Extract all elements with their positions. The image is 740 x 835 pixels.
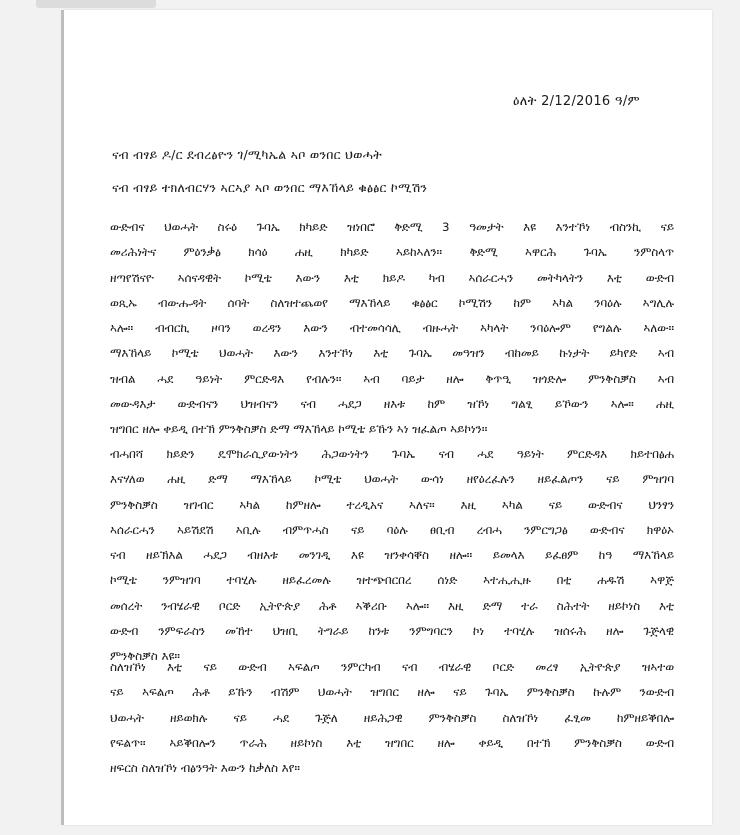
text-line: ኮሚቴ ንምዝገባ ተባሂሉ ዘይፈረመሉ ዝተጭበርበረ ሰነድ ኣተሒሒዙ በቲ ሐዱሽ ኣዋጅ bbox=[110, 573, 674, 588]
text-line: ዘፍርስ ስለዝኾነ ብፅንዓት እውን ከቃለስ እየ። bbox=[110, 761, 300, 776]
text-line: ወጺኡ ብውሑዳት ሰባት ስለዝተጨወየ ማእኸላይ ቁፅፅር ኮሚሽን ከም ኣካል ንባዕሉ ኣግሊሉ bbox=[110, 295, 674, 310]
text-line: መሰረት ንብሄራዊ ቦርድ ኢትዮጵያ ሕቶ ኣቕሪቡ ኣሎ። እዚ ድማ ተራ ስሕተት ዘይኮነስ እቲ bbox=[110, 598, 674, 613]
text-line: ምንቅስቓስ ዝገብር ኣካል ከምዘሎ ተረዲአና ኣለና። እዚ ኣካል ናይ ውድብና ህንፃን bbox=[110, 497, 674, 512]
text-line: ናብ ዘይኽእል ሓደጋ ብዘእቱ መንገዲ እዩ ዝንቀሳቐስ ዘሎ። ይመላእ ይፈፀም ከዓ ማእኸላይ bbox=[110, 548, 674, 563]
text-line: ብሓበሻ ክይድን ዴሞክራሲያውነትን ሕጋውነትን ጉባኤ ናብ ሓደ ዓይነት ምርድዳእ ክይተበፅሐ bbox=[110, 447, 674, 461]
text-line: ዝብል ሓደ ዓይነት ምርድዳእ የብሉን። ኣብ ባይታ ዘሎ ቅጥዒ ዝጎድሎ ምንቅስቓስ ኣብ bbox=[110, 371, 674, 386]
recipient-line-1: ናብ ብፃይ ዶ/ር ደብረፅዮን ገ/ሚካኤል ኣቦ ወንበር ህወሓት bbox=[112, 147, 382, 162]
text-line: ምንቅስቓስ እዩ። bbox=[110, 649, 180, 664]
text-line: ናይ ኣፍልጦ ሕቶ ይኹን ብሽም ህወሓት ዝግበር ዘሎ ናይ ጉባኤ ምንቅስቓስ ኩሉም ንውድብ bbox=[110, 685, 674, 700]
text-line: ዘጣየሽናዮ ኣሰናዳዊት ኮሚቴ እውን እቲ ክይዶ ካብ ኣሰራርሓን መትካላትን እቲ ውድብ bbox=[110, 270, 674, 285]
paragraph-2 bbox=[110, 442, 674, 670]
text-line: ውድብና ህወሓት ስሩዕ ጉባኤ ክካይድ ዝነበሮ ቅድሚ 3 ዓመታት እዩ እንተኾነ ብስንኪ ናይ bbox=[110, 220, 674, 234]
paragraph-1 bbox=[110, 215, 674, 443]
text-line: ኣሎ። ብብርኪ ዞባን ወረዳን እውን ብተመሳሳሊ ብዙሓት ኣካላት ንባዕሎም የግልሉ ኣለው። bbox=[110, 321, 674, 336]
paragraph-3 bbox=[110, 655, 674, 781]
text-line: ስለዝኾነ እቲ ናይ ውድብ ኣፍልጦ ንምርካብ ናብ ብሄራዊ ቦርድ መረፃ ኢትዮጵያ ዝኣተወ bbox=[110, 660, 674, 674]
text-line: የፍልጥ። ኣይቕበሎን ጥራሕ ዘይኮነስ እቲ ዝግበር ዘሎ ቀይዲ በተኽ ምንቅስቓስ ውድብ bbox=[110, 735, 674, 750]
text-line: ኣሰራርሓን ኣይሽደሽ ኣቢሉ ብምጥሓስ ናይ ባዕሉ ፀቢብ ረብሓ ንምርግጋፅ ውድብና ክዋዕኦ bbox=[110, 522, 674, 537]
text-line: መውዳእታ ውድብናን ህዝብናን ናብ ሓደጋ ዘእቱ ከም ዝኾነ ግልፂ ይኾውን ኣሎ። ሐዚ bbox=[110, 397, 674, 412]
text-line: ውድብ ንምፍራስን መኸተ ህዝቢ ትግራይ ከንቱ ንምግባርን ኮነ ተባሂሉ ዝሰሩሕ ዘሎ ጉጅላዊ bbox=[110, 624, 674, 639]
text-line: መሪሕነትና ምዕንቃፅ ክሳዕ ሐዚ ክካይድ ኣይከኣለን። ቅድሚ ኣዋርሕ ጉባኤ ንምስላጥ bbox=[110, 245, 674, 260]
letter-page bbox=[64, 10, 712, 825]
text-line: እናሃለወ ሐዚ ድማ ማእኸላይ ኮሚቴ ህወሓት ውሳነ ዘየዕረፈሉን ዘይፈልጦን ናይ ምዝገባ bbox=[110, 472, 674, 487]
window-edge-bar bbox=[36, 0, 156, 8]
recipient-line-2: ናብ ብፃይ ተክለብርሃን ኣርኣያ ኣቦ ወንበር ማእኸላይ ቁፅፅር ኮሚሽን bbox=[112, 180, 428, 195]
letter-date: ዕለት 2/12/2016 ዓ/ም bbox=[512, 94, 640, 109]
text-line: ማእኸላይ ኮሚቴ ህወሓት እውን እንተኾነ እቲ ጉባኤ መዓዝን ብከመይ ኩነታት ይካየድ ኣብ bbox=[110, 346, 674, 361]
text-line: ህወሓት ዘይወክሉ ናይ ሓደ ጉጅለ ዘይሕጋዊ ምንቅስቓስ ስለዝኾነ ፈፂመ ከምዘይቕበሎ bbox=[110, 710, 674, 725]
text-line: ዝግበር ዘሎ ቀይዲ በተኽ ምንቅስቓስ ድማ ማእኸላይ ኮሚቴ ይኹን ኣነ ዝፈልጦ ኣይኮነን። bbox=[110, 422, 488, 437]
